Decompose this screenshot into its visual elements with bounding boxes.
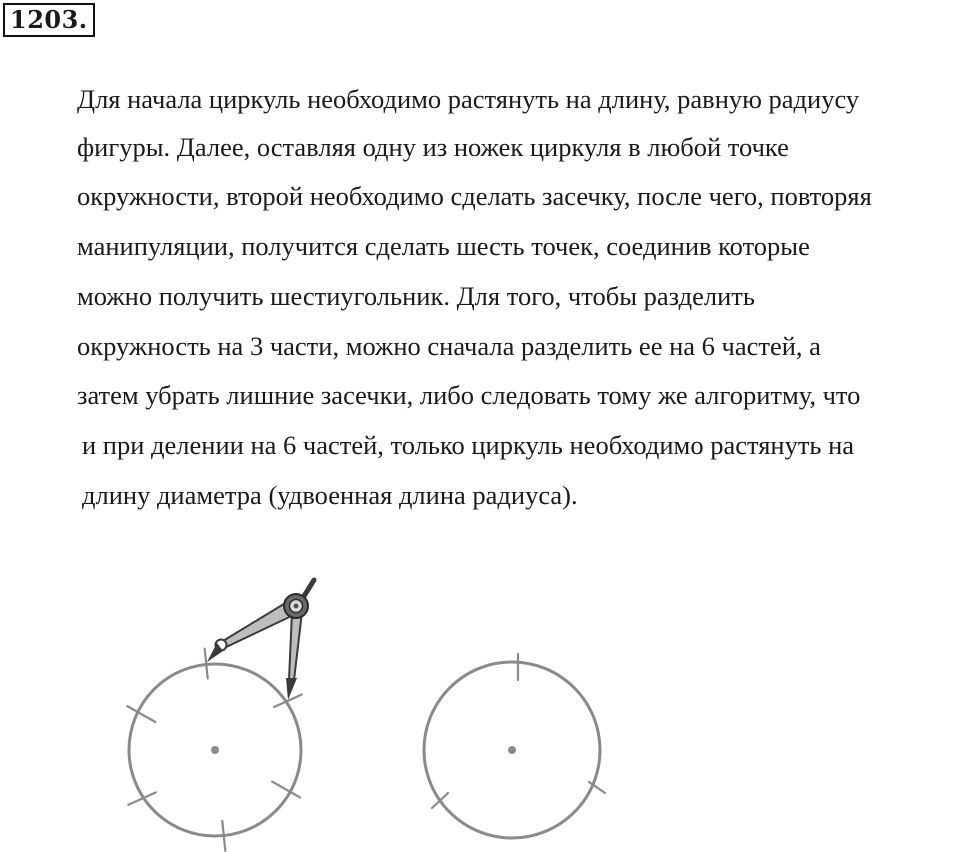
notch bbox=[272, 782, 300, 798]
right-circle-center bbox=[508, 746, 516, 754]
left-circle-center bbox=[211, 746, 219, 754]
notch bbox=[222, 821, 225, 851]
paragraph-line: Для начала циркуль необходимо растянуть на длину, равную радиусу bbox=[77, 84, 860, 114]
paragraph-line: окружность на 3 части, можно сначала разделить ее на 6 частей, а bbox=[77, 331, 821, 361]
paragraph-line: манипуляции, получится сделать шесть точек, соединив которые bbox=[77, 231, 810, 261]
paragraph-line: и при делении на 6 частей, только циркуль необходимо растянуть на bbox=[82, 430, 855, 460]
paragraph-line: окружности, второй необходимо сделать засечку, после чего, повторяя bbox=[77, 181, 872, 211]
right-circle-group bbox=[424, 654, 605, 838]
compass-icon bbox=[207, 580, 314, 700]
paragraph-line: затем убрать лишние засечки, либо следовать тому же алгоритму, что bbox=[77, 380, 861, 410]
paragraph-line: фигуры. Далее, оставляя одну из ножек циркуля в любой точке bbox=[77, 132, 789, 162]
construction-figure bbox=[0, 560, 960, 852]
paragraph-line: длину диаметра (удвоенная длина радиуса). bbox=[82, 480, 578, 510]
right-circle-notches bbox=[432, 654, 605, 808]
paragraph-line: можно получить шестиугольник. Для того, чтобы разделить bbox=[77, 281, 755, 311]
problem-number: 1203. bbox=[3, 3, 95, 37]
left-circle-group bbox=[127, 649, 301, 851]
notch bbox=[205, 649, 208, 679]
